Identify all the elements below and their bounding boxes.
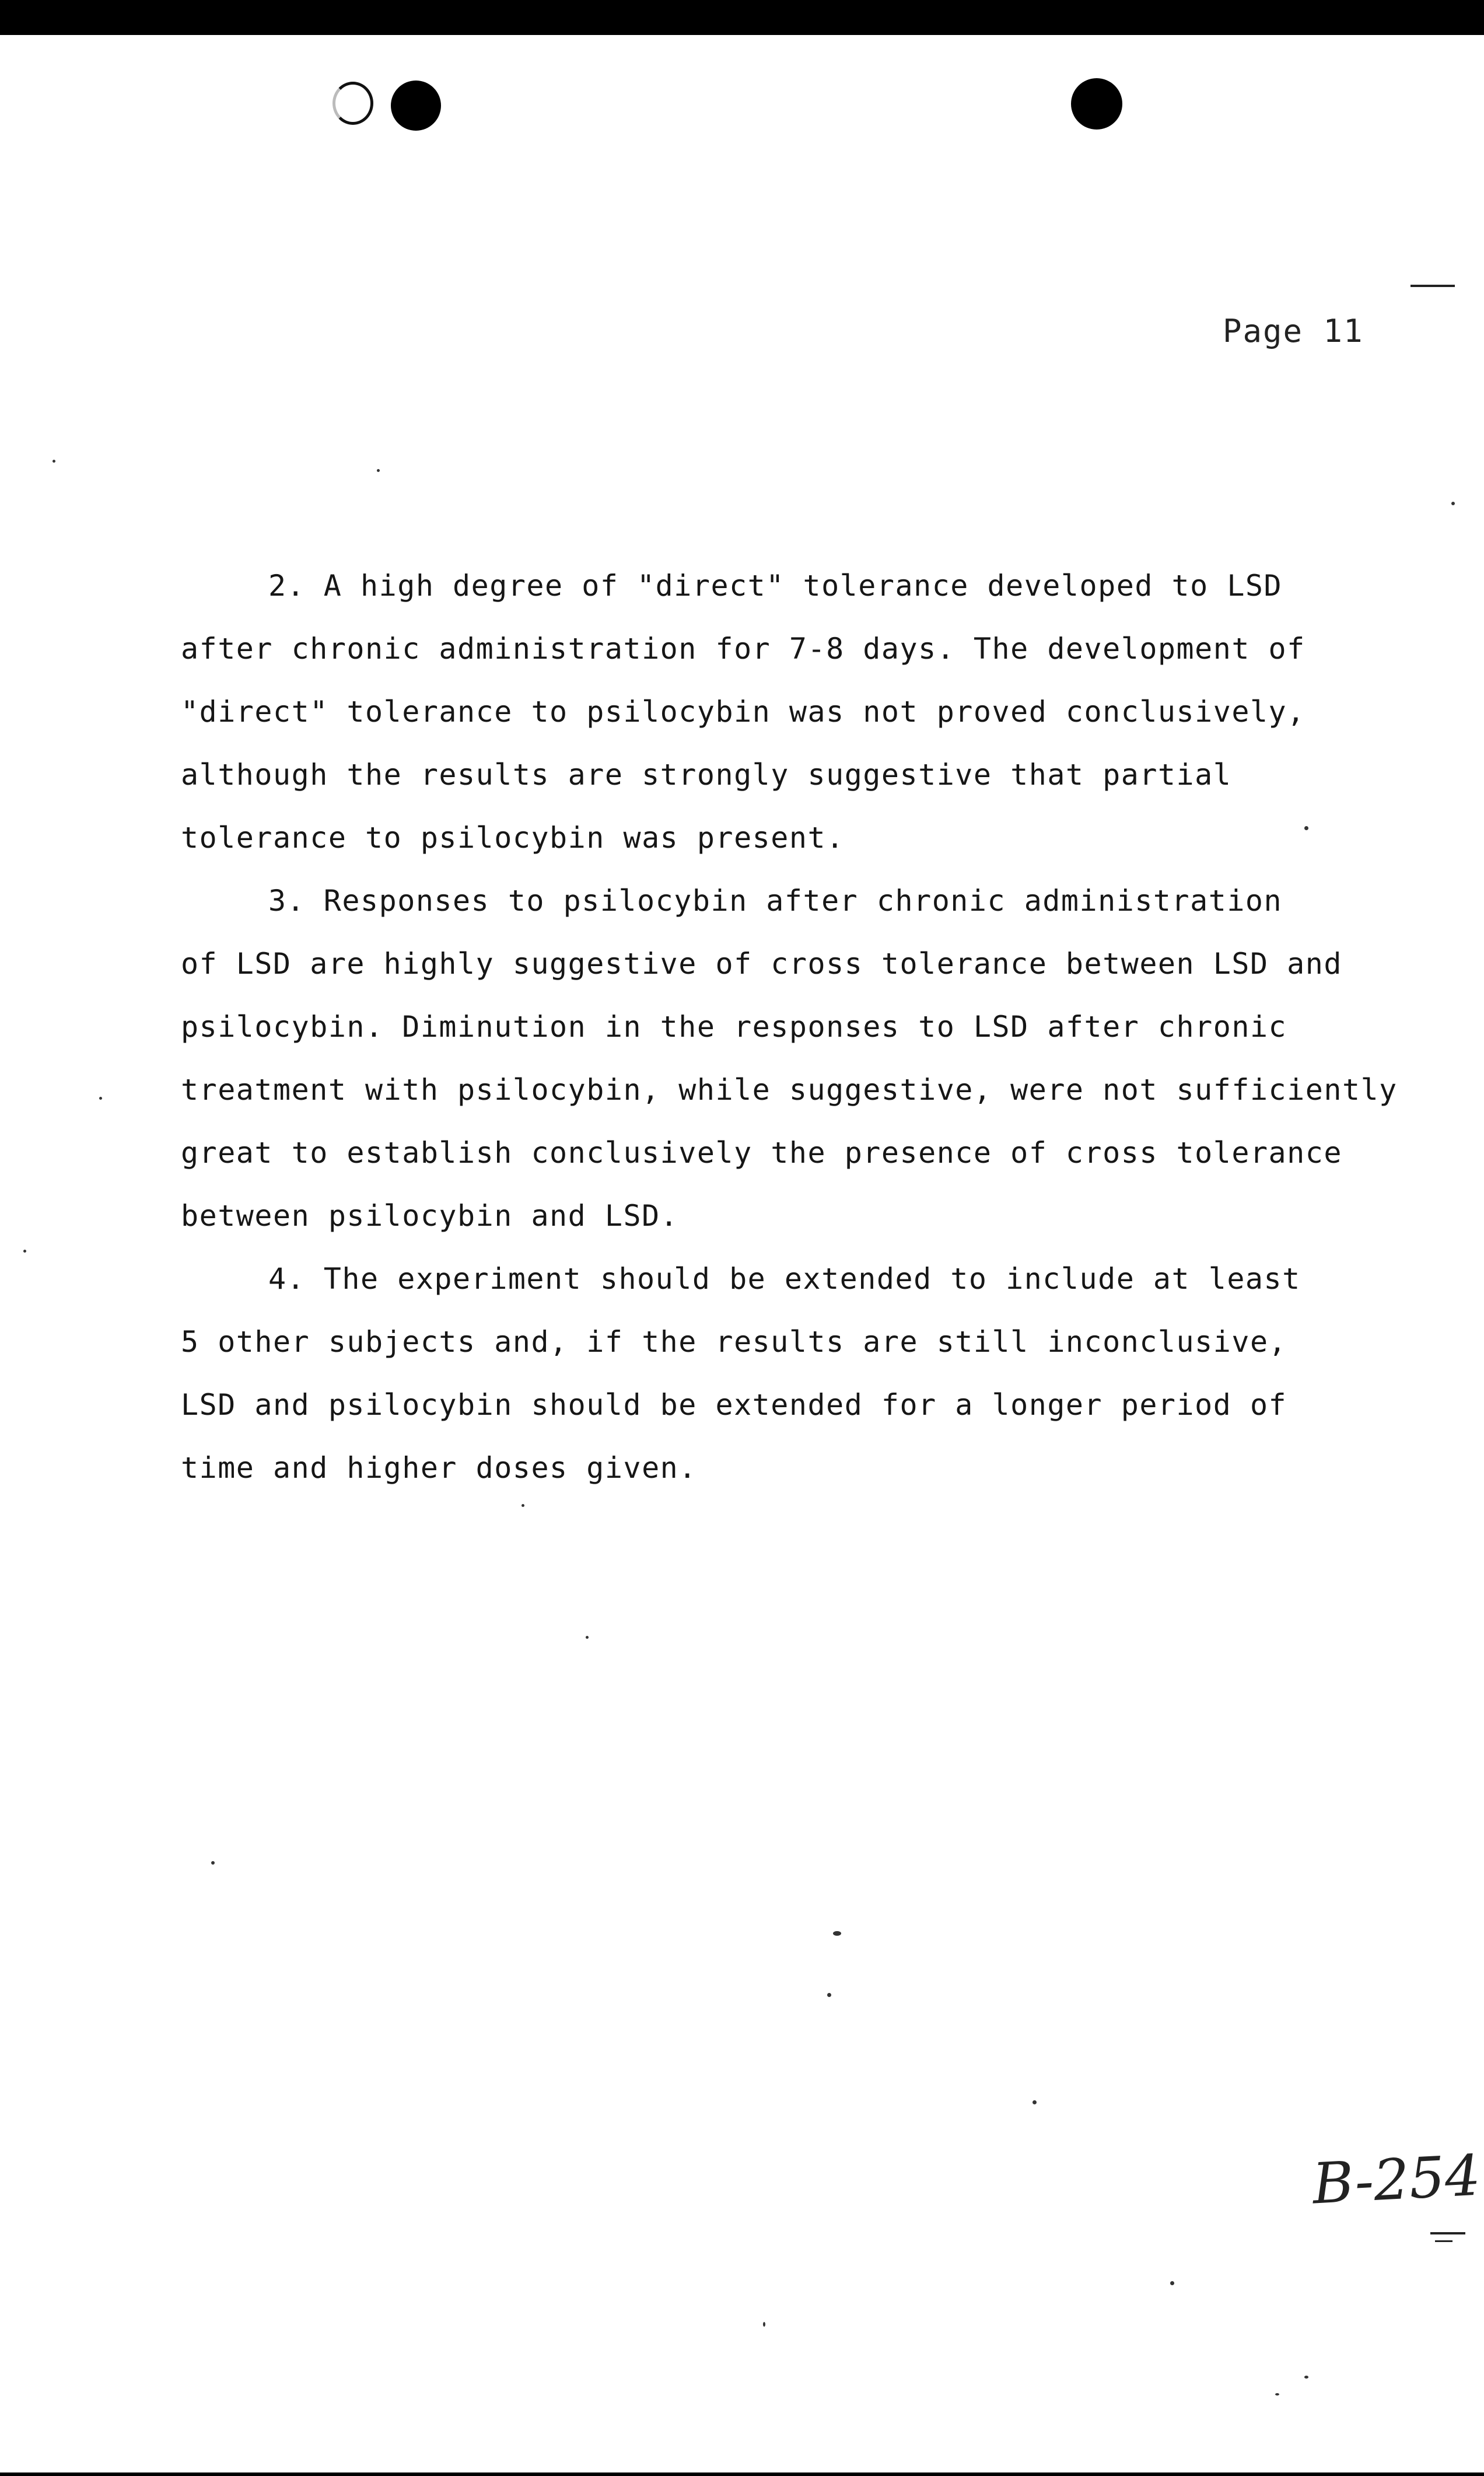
text-line: 4. The experiment should be extended to include at least (268, 1262, 1301, 1296)
text-line: between psilocybin and LSD. (181, 1199, 679, 1233)
text-line: "direct" tolerance to psilocybin was not proved conclusively, (181, 695, 1306, 729)
margin-tick-top-right (1410, 285, 1455, 287)
text-line: 2. A high degree of "direct" tolerance developed to LSD (268, 569, 1283, 603)
page-number: Page 11 (1223, 313, 1364, 349)
scan-speck (522, 1504, 524, 1507)
scan-speck (1275, 2393, 1279, 2395)
scan-speck (1304, 826, 1308, 830)
text-line: psilocybin. Diminution in the responses to LSD after chronic (181, 1010, 1287, 1044)
scan-speck (1304, 2376, 1308, 2379)
paragraph-conclusion-3 (181, 869, 1452, 1247)
punch-hole-right (1071, 78, 1122, 130)
text-line: 5 other subjects and, if the results are still inconclusive, (181, 1325, 1287, 1359)
scan-top-edge (0, 0, 1484, 35)
margin-tick-bottom-right (1430, 2232, 1465, 2234)
paragraph-conclusion-4 (181, 1247, 1452, 1499)
scan-speck (827, 1993, 831, 1997)
text-line: LSD and psilocybin should be extended for a longer period of (181, 1388, 1287, 1422)
scan-speck (211, 1861, 215, 1865)
text-line: although the results are strongly suggestive that partial (181, 758, 1232, 792)
text-line: time and higher doses given. (181, 1451, 697, 1485)
text-line: treatment with psilocybin, while suggestive, were not sufficiently (181, 1073, 1398, 1107)
scan-speck (377, 469, 380, 472)
text-line: 3. Responses to psilocybin after chronic administration (268, 884, 1283, 918)
text-line: after chronic administration for 7-8 days. The development of (181, 632, 1306, 666)
scan-speck (1032, 2100, 1037, 2104)
scan-bottom-edge (0, 2472, 1484, 2476)
paragraph-conclusion-2 (181, 554, 1452, 869)
document-body (181, 554, 1452, 1499)
punch-hole-left-open (332, 82, 373, 125)
text-line: of LSD are highly suggestive of cross tolerance between LSD and (181, 947, 1342, 981)
scan-speck (23, 1250, 26, 1253)
scan-speck (586, 1636, 589, 1639)
scan-speck (833, 1931, 841, 1936)
text-line: great to establish conclusively the presence of cross tolerance (181, 1136, 1342, 1170)
margin-tick-bottom-right-2 (1435, 2240, 1452, 2242)
punch-hole-left (391, 81, 441, 131)
scan-speck (99, 1097, 102, 1100)
scan-speck (1170, 2281, 1174, 2285)
scan-speck (763, 2322, 765, 2327)
scan-speck (1451, 502, 1455, 505)
text-line: tolerance to psilocybin was present. (181, 821, 845, 855)
scan-speck (52, 460, 55, 463)
handwritten-document-code: B-254 (1311, 2142, 1482, 2217)
